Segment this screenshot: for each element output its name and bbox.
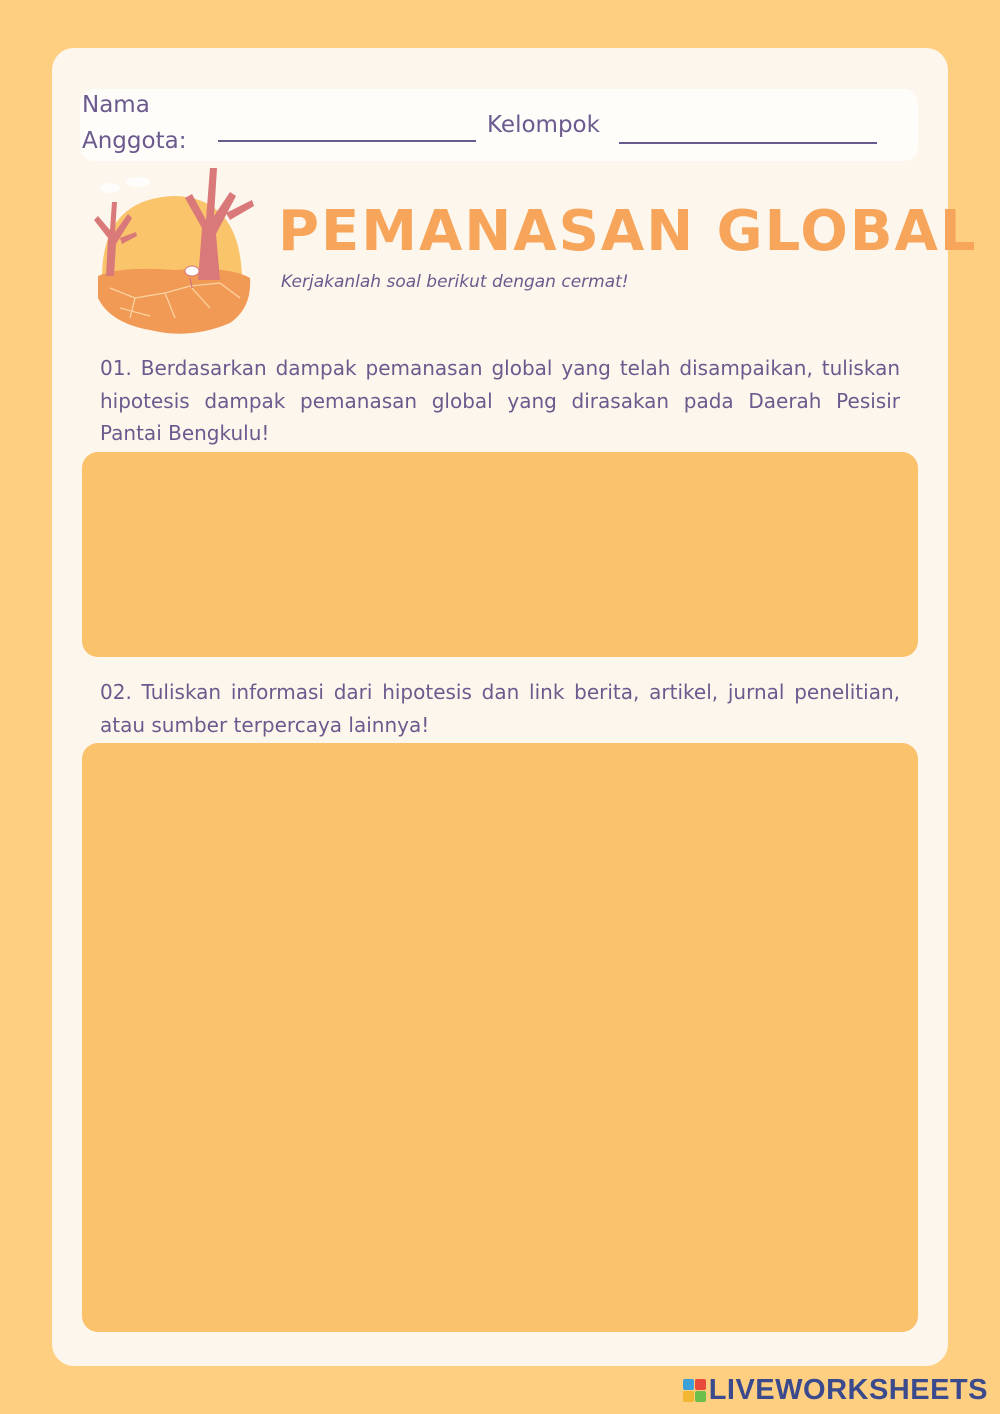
name-label-line2: Anggota: (82, 128, 187, 154)
group-input-line[interactable] (619, 142, 877, 144)
dry-land-illustration (80, 158, 270, 338)
name-input-line[interactable] (218, 140, 476, 142)
question-1-text: 01. Berdasarkan dampak pemanasan global yang telah disampaikan, tuliskan hipotesis dampak pemanasan global yang dirasakan pada Daerah Pesisir Pantai Bengkulu! (100, 356, 900, 445)
question-2-text: 02. Tuliskan informasi dari hipotesis dan link berita, artikel, jurnal penelitian, atau sumber terpercaya lainnya! (100, 680, 900, 737)
liveworksheets-logo-icon (683, 1379, 706, 1402)
group-label: Kelompok (487, 112, 600, 138)
liveworksheets-brand[interactable] (683, 1372, 988, 1408)
answer-2-field[interactable] (82, 743, 918, 1332)
answer-1-field[interactable] (82, 452, 918, 657)
page-title: PEMANASAN GLOBAL (278, 199, 978, 264)
instructions-subtitle: Kerjakanlah soal berikut dengan cermat! (281, 272, 629, 292)
name-label-line1: Nama (82, 92, 150, 118)
brand-text: LIVEWORKSHEETS (708, 1373, 988, 1406)
